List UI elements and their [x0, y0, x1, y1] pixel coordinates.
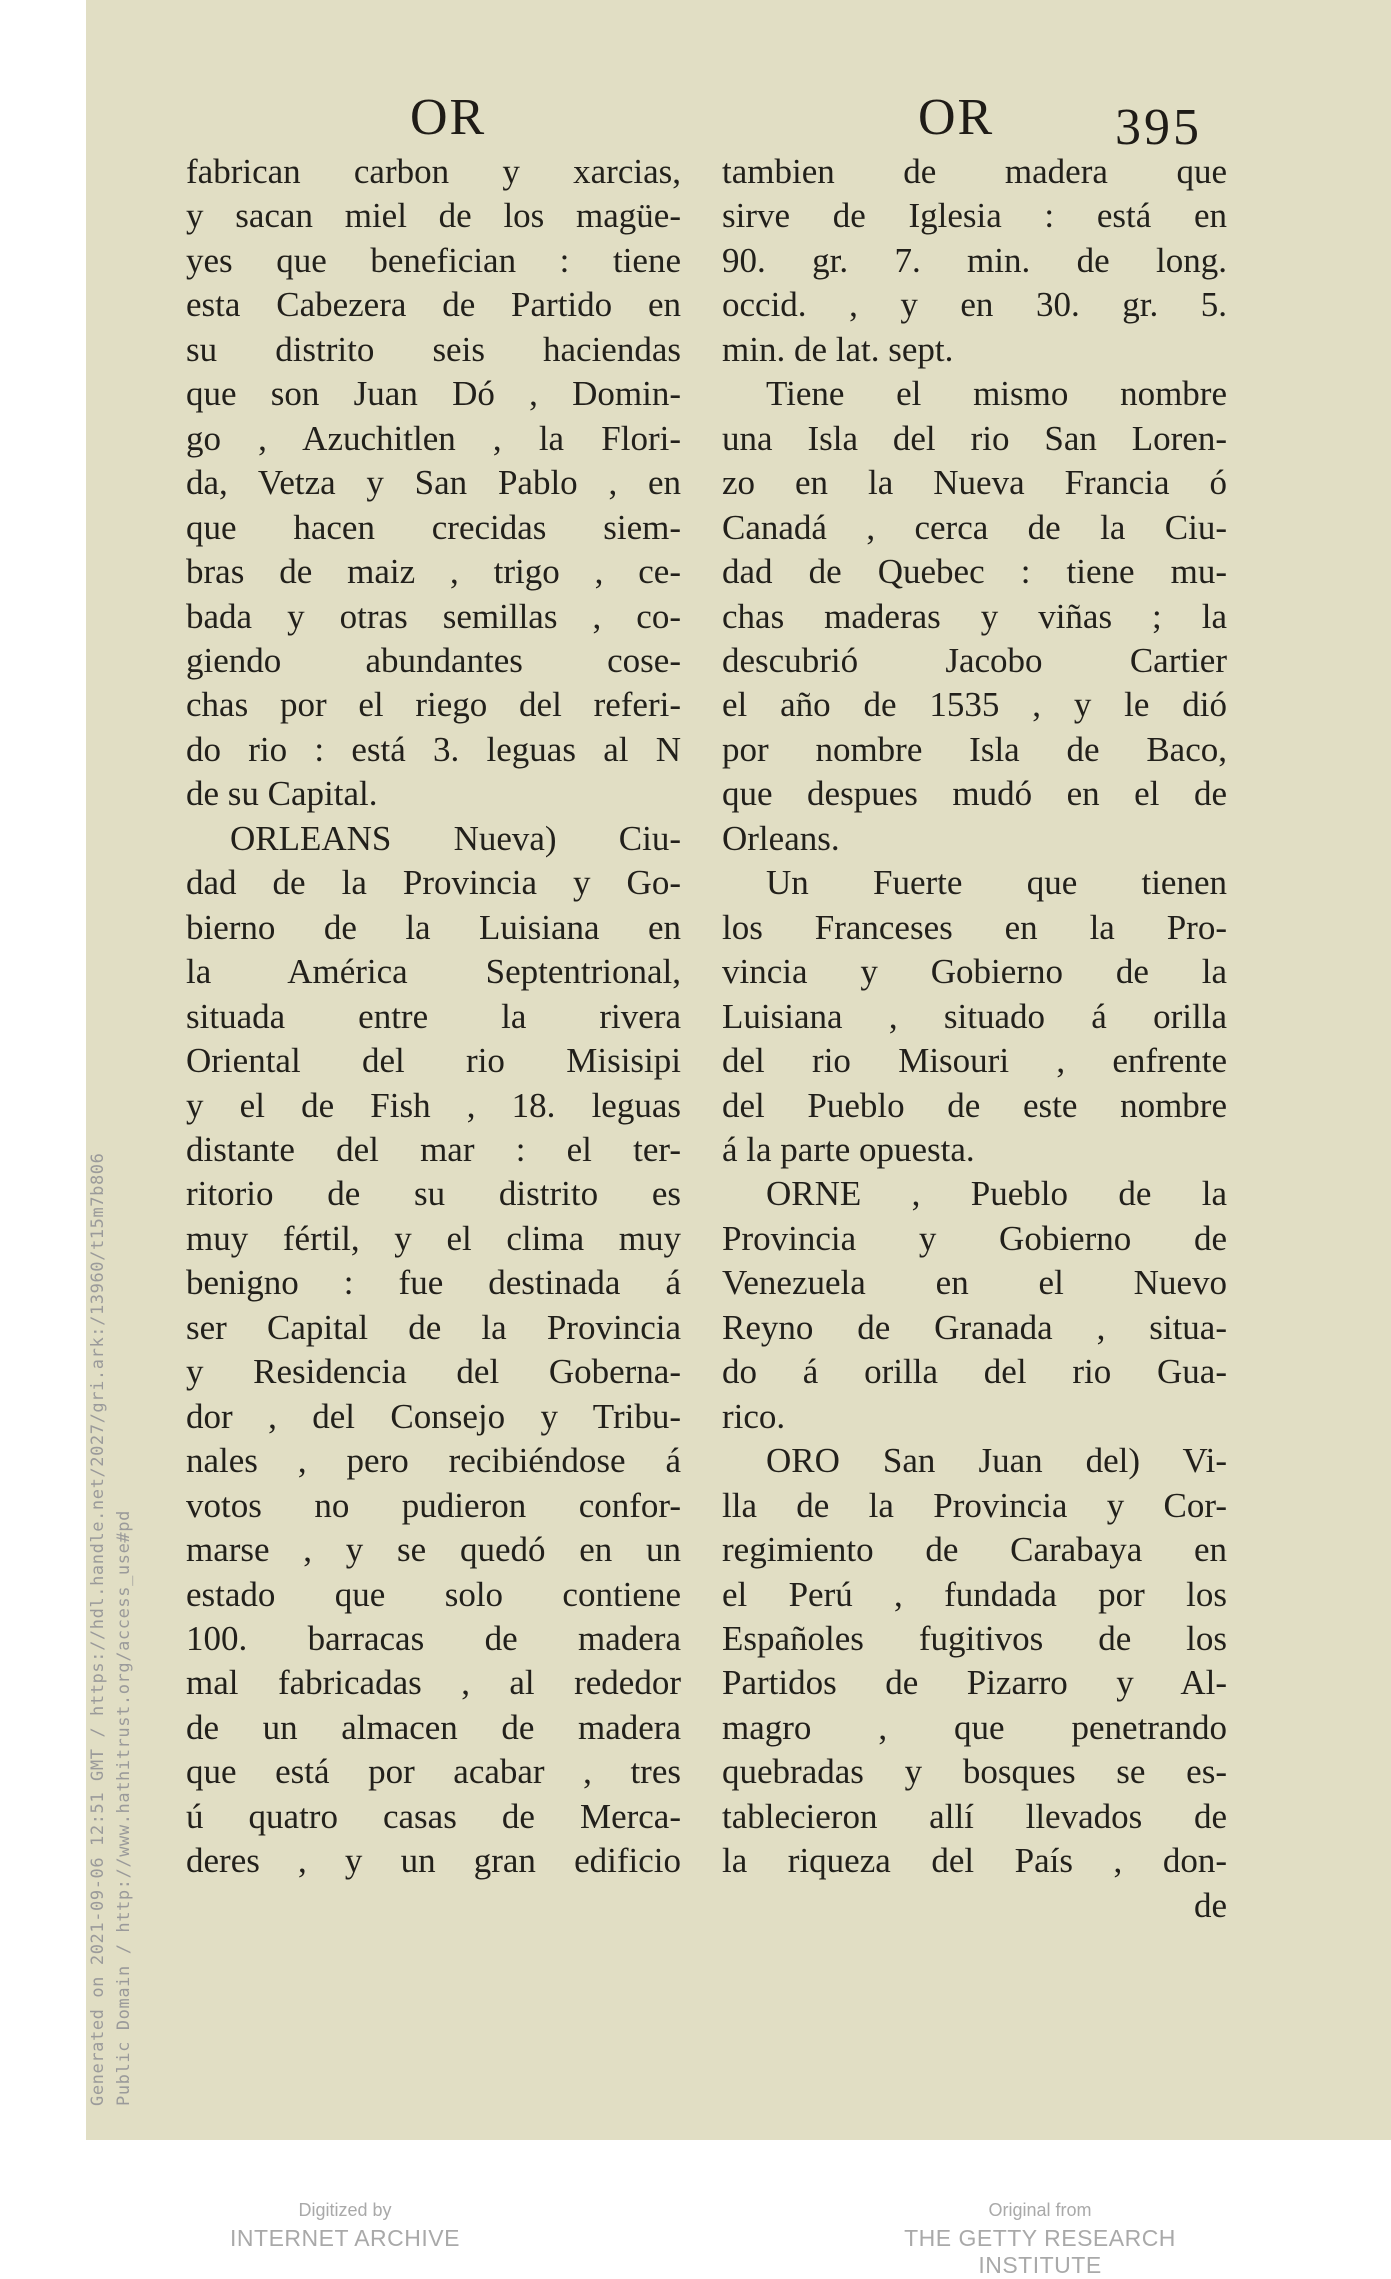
- text-line: deres , y un gran edificio: [186, 1841, 681, 1881]
- text-line: da, Vetza y San Pablo , en: [186, 463, 681, 503]
- text-line: occid. , y en 30. gr. 5.: [722, 285, 1227, 325]
- text-line: muy fértil, y el clima muy: [186, 1218, 681, 1258]
- text-line: la América Septentrional,: [186, 952, 681, 992]
- internet-archive-label: INTERNET ARCHIVE: [230, 2225, 460, 2251]
- text-line: la riqueza del País , don-: [722, 1841, 1227, 1881]
- text-line: rico.: [722, 1396, 786, 1436]
- text-line: do rio : está 3. leguas al N: [186, 729, 681, 769]
- text-line: estado que solo contiene: [186, 1574, 681, 1614]
- text-line: Venezuela en el Nuevo: [722, 1263, 1227, 1303]
- text-line: y sacan miel de los magüe-: [186, 196, 681, 236]
- text-line: Luisiana , situado á orilla: [722, 996, 1227, 1036]
- text-line: dor , del Consejo y Tribu-: [186, 1396, 681, 1436]
- original-from-credit: [840, 2200, 1240, 2279]
- text-line: 100. barracas de madera: [186, 1618, 681, 1658]
- text-line: min. de lat. sept.: [722, 329, 954, 369]
- left-column: [186, 150, 681, 1884]
- text-line: de un almacen de madera: [186, 1707, 681, 1747]
- public-domain-note: Public Domain / http://www.hathitrust.org/access_use#pd: [114, 1510, 134, 2106]
- text-line: bierno de la Luisiana en: [186, 907, 681, 947]
- text-line: nales , pero recibiéndose á: [186, 1441, 681, 1481]
- text-line: Canadá , cerca de la Ciu-: [722, 507, 1227, 547]
- text-line: y Residencia del Goberna-: [186, 1352, 681, 1392]
- text-line: Españoles fugitivos de los: [722, 1618, 1227, 1658]
- text-line: de su Capital.: [186, 774, 378, 814]
- text-line: yes que benefician : tiene: [186, 240, 681, 280]
- text-line: que despues mudó en el de: [722, 774, 1227, 814]
- text-line: que hacen crecidas siem-: [186, 507, 681, 547]
- text-line: quebradas y bosques se es-: [722, 1752, 1227, 1792]
- text-line: del Pueblo de este nombre: [722, 1085, 1227, 1125]
- entry-heading-line: ORO San Juan del) Vi-: [766, 1441, 1227, 1481]
- text-line: mal fabricadas , al rededor: [186, 1663, 681, 1703]
- text-line: Partidos de Pizarro y Al-: [722, 1663, 1227, 1703]
- text-line: que está por acabar , tres: [186, 1752, 681, 1792]
- text-line: Orleans.: [722, 818, 840, 858]
- access-notice: [86, 966, 156, 2106]
- text-line: 90. gr. 7. min. de long.: [722, 240, 1227, 280]
- text-line: giendo abundantes cose-: [186, 640, 681, 680]
- text-line: su distrito seis haciendas: [186, 329, 681, 369]
- right-column: [722, 150, 1227, 1928]
- text-line: magro , que penetrando: [722, 1707, 1227, 1747]
- getty-institute-label: THE GETTY RESEARCH INSTITUTE: [904, 2225, 1176, 2278]
- entry-heading-line: ORNE , Pueblo de la: [766, 1174, 1227, 1214]
- text-line: del rio Misouri , enfrente: [722, 1041, 1227, 1081]
- running-head-right: OR: [918, 89, 995, 146]
- catchword: de: [1193, 1885, 1227, 1925]
- text-line: chas maderas y viñas ; la: [722, 596, 1227, 636]
- text-line: ú quatro casas de Merca-: [186, 1796, 681, 1836]
- text-line: situada entre la rivera: [186, 996, 681, 1036]
- text-line: Oriental del rio Misisipi: [186, 1041, 681, 1081]
- page-number: 395: [1115, 99, 1202, 156]
- text-line: zo en la Nueva Francia ó: [722, 463, 1227, 503]
- text-line: marse , y se quedó en un: [186, 1530, 681, 1570]
- text-line: los Franceses en la Pro-: [722, 907, 1227, 947]
- text-line: que son Juan Dó , Domin-: [186, 374, 681, 414]
- text-line: bada y otras semillas , co-: [186, 596, 681, 636]
- text-line: una Isla del rio San Loren-: [722, 418, 1227, 458]
- text-line: Un Fuerte que tienen: [766, 863, 1227, 903]
- text-line: tablecieron allí llevados de: [722, 1796, 1227, 1836]
- text-line: esta Cabezera de Partido en: [186, 285, 681, 325]
- text-line: el Perú , fundada por los: [722, 1574, 1227, 1614]
- digitized-by-label: Digitized by: [298, 2200, 392, 2220]
- text-line: ritorio de su distrito es: [186, 1174, 681, 1214]
- text-line: Tiene el mismo nombre: [766, 374, 1227, 414]
- digitized-by-credit: [220, 2200, 470, 2252]
- text-line: fabrican carbon y xarcias,: [186, 152, 681, 191]
- text-line: á la parte opuesta.: [722, 1129, 975, 1169]
- text-line: vincia y Gobierno de la: [722, 952, 1227, 992]
- text-line: do á orilla del rio Gua-: [722, 1352, 1227, 1392]
- text-line: por nombre Isla de Baco,: [722, 729, 1227, 769]
- generation-note: Generated on 2021-09-06 12:51 GMT / https://hdl.handle.net/2027/gri.ark:/13960/t15m7b806: [88, 1152, 108, 2106]
- text-line: benigno : fue destinada á: [186, 1263, 681, 1303]
- original-from-label: Original from: [988, 2200, 1092, 2220]
- text-line: chas por el riego del referi-: [186, 685, 681, 725]
- text-line: sirve de Iglesia : está en: [722, 196, 1227, 236]
- text-line: lla de la Provincia y Cor-: [722, 1485, 1227, 1525]
- text-line: Reyno de Granada , situa-: [722, 1307, 1227, 1347]
- text-line: dad de la Provincia y Go-: [186, 863, 681, 903]
- running-head-left: OR: [410, 89, 487, 146]
- text-line: Provincia y Gobierno de: [722, 1218, 1227, 1258]
- text-line: go , Azuchitlen , la Flori-: [186, 418, 681, 458]
- text-line: votos no pudieron confor-: [186, 1485, 681, 1525]
- text-line: distante del mar : el ter-: [186, 1129, 681, 1169]
- text-line: el año de 1535 , y le dió: [722, 685, 1227, 725]
- text-line: descubrió Jacobo Cartier: [722, 640, 1227, 680]
- text-line: dad de Quebec : tiene mu-: [722, 552, 1227, 592]
- text-line: regimiento de Carabaya en: [722, 1530, 1227, 1570]
- entry-heading-line: ORLEANS Nueva) Ciu-: [230, 818, 681, 858]
- text-line: bras de maiz , trigo , ce-: [186, 552, 681, 592]
- text-line: y el de Fish , 18. leguas: [186, 1085, 681, 1125]
- text-line: ser Capital de la Provincia: [186, 1307, 681, 1347]
- text-line: tambien de madera que: [722, 152, 1227, 191]
